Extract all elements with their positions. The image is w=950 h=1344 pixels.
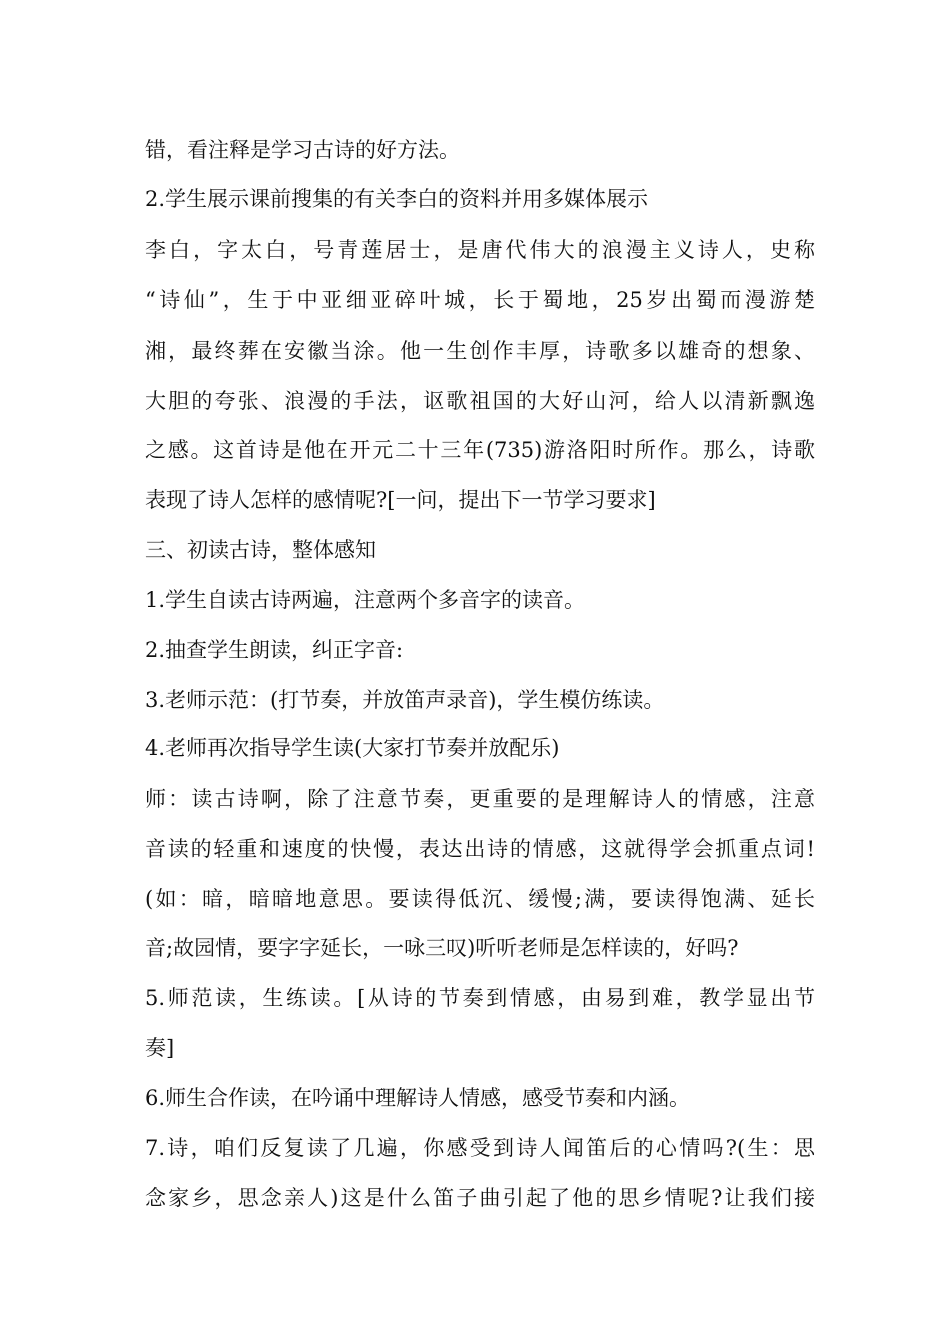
- text-line-12: 3.老师示范：(打节奏，并放笛声录音)，学生模仿练读。: [145, 688, 665, 712]
- text-line-20: 6.师生合作读，在吟诵中理解诗人情感，感受节奏和内涵。: [145, 1086, 691, 1110]
- text-line-4: “诗仙”，生于中亚细亚碎叶城，长于蜀地，25岁出蜀而漫游楚: [145, 288, 815, 312]
- text-line-2: 2.学生展示课前搜集的有关李白的资料并用多媒体展示: [145, 187, 649, 211]
- text-line-6: 大胆的夸张、浪漫的手法，讴歌祖国的大好山河，给人以清新飘逸: [145, 389, 815, 413]
- text-line-22: 念家乡，思念亲人)这是什么笛子曲引起了他的思乡情呢?让我们接: [145, 1186, 815, 1210]
- text-line-15: 音读的轻重和速度的快慢，表达出诗的情感，这就得学会抓重点词!: [145, 837, 815, 861]
- text-line-13: 4.老师再次指导学生读(大家打节奏并放配乐): [145, 736, 560, 760]
- text-line-16: (如：暗，暗暗地意思。要读得低沉、缓慢;满，要读得饱满、延长: [145, 887, 815, 911]
- text-line-7: 之感。这首诗是他在开元二十三年(735)游洛阳时所作。那么，诗歌: [145, 438, 815, 462]
- text-line-18: 5.师范读，生练读。[从诗的节奏到情感，由易到难，教学显出节: [145, 986, 815, 1010]
- text-line-5: 湘，最终葬在安徽当涂。他一生创作丰厚，诗歌多以雄奇的想象、: [145, 339, 815, 363]
- text-line-1: 错，看注释是学习古诗的好方法。: [145, 138, 460, 162]
- text-line-19: 奏]: [145, 1036, 175, 1060]
- text-line-17: 音;故园情，要字字延长，一咏三叹)听听老师是怎样读的，好吗?: [145, 936, 739, 960]
- text-line-3: 李白，字太白，号青莲居士，是唐代伟大的浪漫主义诗人，史称: [145, 238, 815, 262]
- text-line-14: 师：读古诗啊，除了注意节奏，更重要的是理解诗人的情感，注意: [145, 787, 815, 811]
- text-line-10: 1.学生自读古诗两遍，注意两个多音字的读音。: [145, 588, 586, 612]
- text-line-11: 2.抽查学生朗读，纠正字音:: [145, 638, 404, 662]
- section-heading: 三、初读古诗，整体感知: [145, 538, 376, 562]
- text-line-8: 表现了诗人怎样的感情呢?[一问，提出下一节学习要求]: [145, 488, 656, 512]
- text-line-21: 7.诗，咱们反复读了几遍，你感受到诗人闻笛后的心情吗?(生：思: [145, 1136, 815, 1160]
